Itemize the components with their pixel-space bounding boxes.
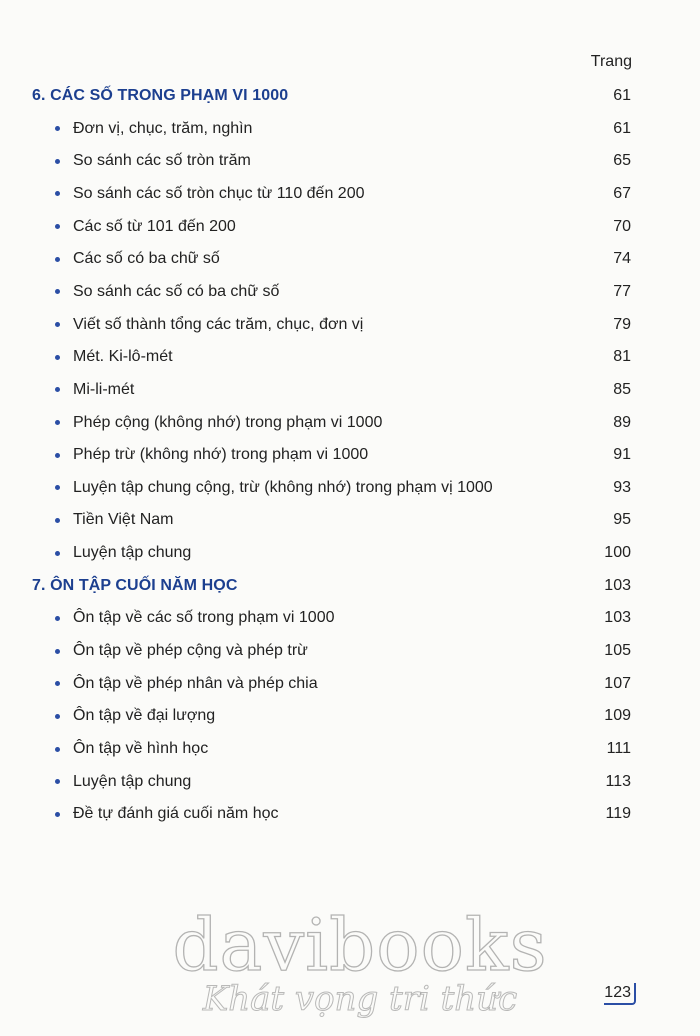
bullet-icon xyxy=(55,420,60,425)
toc-entry-page: 61 xyxy=(613,87,631,104)
bullet-icon xyxy=(55,257,60,262)
bullet-icon xyxy=(55,649,60,654)
toc-entry xyxy=(0,309,700,341)
bullet-icon xyxy=(55,779,60,784)
toc-entry-title: Đơn vị, chục, trăm, nghìn xyxy=(73,119,253,137)
toc-entry-title: Luyện tập chung xyxy=(73,772,192,790)
toc-entry-title: Mi-li-mét xyxy=(73,380,135,398)
toc-section xyxy=(0,80,700,112)
toc-entry xyxy=(0,602,700,634)
toc-entry xyxy=(0,700,700,732)
toc-entry xyxy=(0,472,700,504)
toc-entry-title: So sánh các số tròn chục từ 110 đến 200 xyxy=(73,184,365,202)
toc-entry-page: 119 xyxy=(605,805,631,823)
toc-entry xyxy=(0,211,700,243)
toc-entry-title: Ôn tập về phép cộng và phép trừ xyxy=(73,642,308,660)
bullet-icon xyxy=(55,518,60,523)
toc-entry-page: 109 xyxy=(604,707,631,725)
toc-entry-page: 105 xyxy=(604,642,631,660)
toc-entry-page: 85 xyxy=(613,380,631,398)
toc-entry xyxy=(0,178,700,210)
bullet-icon xyxy=(55,681,60,686)
toc-entry-page: 111 xyxy=(606,740,631,757)
toc-entry xyxy=(0,733,700,765)
watermark-title: davibooks xyxy=(172,903,548,987)
toc-entry-title: Mét. Ki-lô-mét xyxy=(73,348,173,366)
bullet-icon xyxy=(55,551,60,556)
toc-entry-page: 81 xyxy=(613,348,631,366)
toc-entry-title: Ôn tập về phép nhân và phép chia xyxy=(73,674,318,692)
toc-entry xyxy=(0,145,700,177)
toc-entry xyxy=(0,439,700,471)
toc-entry xyxy=(0,341,700,373)
toc-entry-title: Luyện tập chung xyxy=(73,544,192,562)
toc-entry-page: 103 xyxy=(604,609,631,627)
toc-entry-title: Đề tự đánh giá cuối năm học xyxy=(73,805,279,823)
toc-entry-title: Viết số thành tổng các trăm, chục, đơn vị xyxy=(73,315,364,333)
toc-entry-page: 61 xyxy=(613,119,631,137)
bullet-icon xyxy=(55,159,60,164)
bullet-icon xyxy=(55,453,60,458)
toc-entry-page: 77 xyxy=(613,282,631,300)
toc-entry xyxy=(0,374,700,406)
toc-entry-title: Ôn tập về đại lượng xyxy=(73,707,216,725)
bullet-icon xyxy=(55,355,60,360)
bullet-icon xyxy=(55,191,60,196)
bullet-icon xyxy=(55,485,60,490)
toc-entry xyxy=(0,798,700,830)
toc-entry xyxy=(0,407,700,439)
toc-entry xyxy=(0,276,700,308)
toc-entry-page: 107 xyxy=(604,674,631,692)
bullet-icon xyxy=(55,387,60,392)
toc-entry xyxy=(0,537,700,569)
toc-entry-title: So sánh các số tròn trăm xyxy=(73,152,251,170)
toc-entry-page: 79 xyxy=(613,315,631,333)
toc-entry-title: Các số có ba chữ số xyxy=(73,250,220,268)
toc-entry xyxy=(0,113,700,145)
toc-entry-page: 95 xyxy=(613,511,631,529)
toc-entry-page: 67 xyxy=(613,184,631,202)
toc-entry-title: Ôn tập về hình học xyxy=(73,740,209,757)
toc-entry-title: Tiền Việt Nam xyxy=(73,511,174,529)
toc-entry-title: Phép trừ (không nhớ) trong phạm vi 1000 xyxy=(73,446,369,464)
bullet-icon xyxy=(55,714,60,719)
page-column-header: Trang xyxy=(590,53,632,70)
toc-entry xyxy=(0,635,700,667)
toc-entry-title: Ôn tập về các số trong phạm vi 1000 xyxy=(73,609,335,627)
toc-entry-page: 103 xyxy=(604,576,631,594)
bullet-icon xyxy=(55,747,60,752)
davibooks-watermark xyxy=(150,905,570,1019)
toc-entry-title: Phép cộng (không nhớ) trong phạm vi 1000 xyxy=(73,413,383,431)
toc-entry xyxy=(0,504,700,536)
toc-entry-page: 74 xyxy=(613,250,631,268)
toc-entry-page: 100 xyxy=(604,544,631,562)
toc-entry xyxy=(0,243,700,275)
toc-entry-page: 89 xyxy=(613,413,631,431)
toc-entry-page: 91 xyxy=(613,446,631,464)
toc-entry-title: 7. ÔN TẬP CUỐI NĂM HỌC xyxy=(32,576,238,594)
toc-entry-title: 6. CÁC SỐ TRONG PHẠM VI 1000 xyxy=(32,87,289,104)
toc-entry-page: 113 xyxy=(605,772,631,790)
toc-entry-page: 65 xyxy=(613,152,631,170)
toc-entry-title: Các số từ 101 đến 200 xyxy=(73,217,236,235)
bullet-icon xyxy=(55,126,60,131)
bullet-icon xyxy=(55,289,60,294)
bullet-icon xyxy=(55,616,60,621)
toc-section xyxy=(0,570,700,602)
page-number: 123 xyxy=(604,983,636,1005)
toc-entry-page: 70 xyxy=(613,217,631,235)
bullet-icon xyxy=(55,224,60,229)
bullet-icon xyxy=(55,322,60,327)
toc-entry-page: 93 xyxy=(613,478,631,496)
toc-entry-title: Luyện tập chung cộng, trừ (không nhớ) trong phạm vị 1000 xyxy=(73,478,493,496)
watermark-slogan: Khát vọng tri thức xyxy=(202,979,518,1019)
bullet-icon xyxy=(55,812,60,817)
toc-entry-title: So sánh các số có ba chữ số xyxy=(73,282,280,300)
toc-entry xyxy=(0,766,700,798)
toc-entry xyxy=(0,668,700,700)
